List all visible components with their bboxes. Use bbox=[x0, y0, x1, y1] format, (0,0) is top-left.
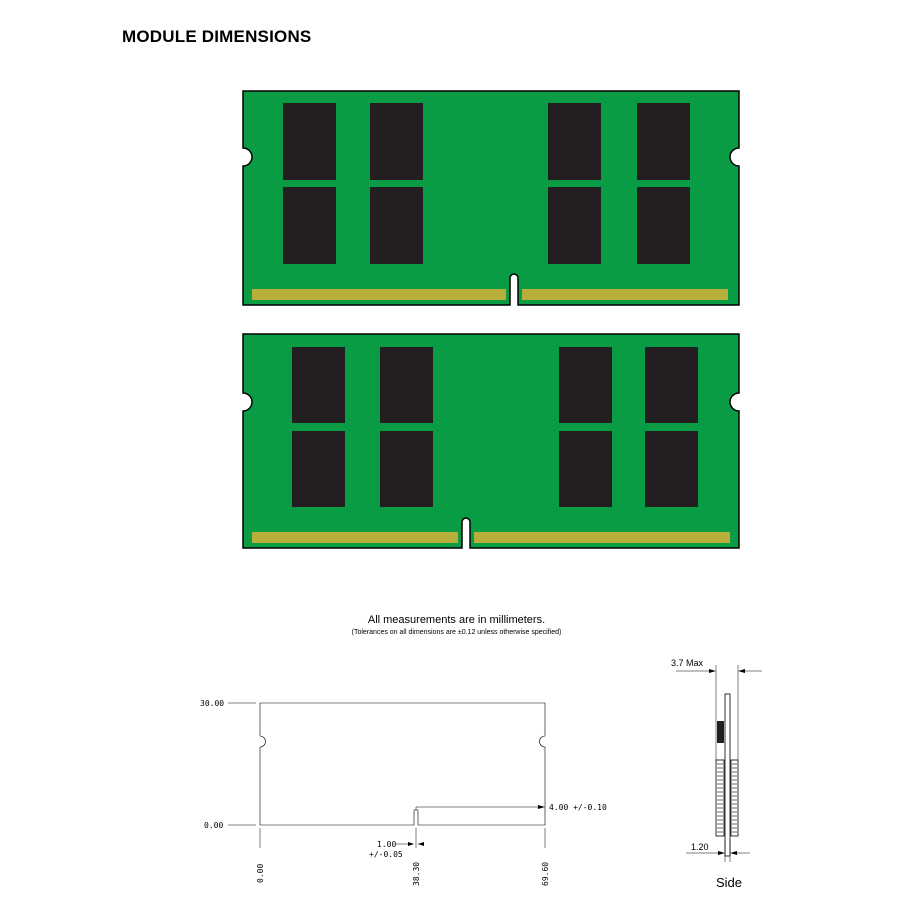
side-chip-left bbox=[716, 760, 724, 836]
notch-width-arrow-left bbox=[408, 842, 414, 846]
notch-height-leader bbox=[416, 807, 540, 810]
side-pcb bbox=[725, 694, 730, 856]
side-chip-right bbox=[731, 760, 738, 836]
notch-width-arrow-right bbox=[418, 842, 424, 846]
notch-width-tolerance: +/-0.05 bbox=[369, 850, 403, 859]
y-label-bottom: 0.00 bbox=[204, 821, 224, 830]
side-caption: Side bbox=[716, 875, 743, 890]
side-max-label: 3.7 Max bbox=[671, 658, 704, 668]
notch-width-value: 1.00 bbox=[377, 840, 397, 849]
x-label-left: 0.00 bbox=[256, 863, 265, 883]
measurement-note: All measurements are in millimeters. bbox=[367, 614, 546, 626]
side-pcb-arrow-left bbox=[718, 851, 725, 855]
tolerance-note: (Tolerances on all dimensions are ±0.12 unless otherwise specified) bbox=[351, 629, 562, 636]
front-view-outline bbox=[260, 703, 545, 825]
x-label-right: 69.60 bbox=[541, 861, 550, 886]
front-view bbox=[200, 699, 607, 886]
notch-height-label: 4.00 +/-0.10 bbox=[549, 803, 607, 812]
side-pcb-arrow-right bbox=[730, 851, 737, 855]
y-label-top: 30.00 bbox=[200, 699, 225, 708]
side-max-arrow-right bbox=[738, 669, 745, 673]
x-label-notch: 38.30 bbox=[412, 861, 421, 886]
notch-height-arrow bbox=[538, 805, 545, 809]
side-max-arrow-left bbox=[709, 669, 716, 673]
page-title: MODULE DIMENSIONS bbox=[122, 27, 312, 46]
side-chip-upper bbox=[717, 721, 724, 743]
side-view bbox=[671, 658, 762, 890]
side-pcb-label: 1.20 bbox=[691, 842, 709, 852]
